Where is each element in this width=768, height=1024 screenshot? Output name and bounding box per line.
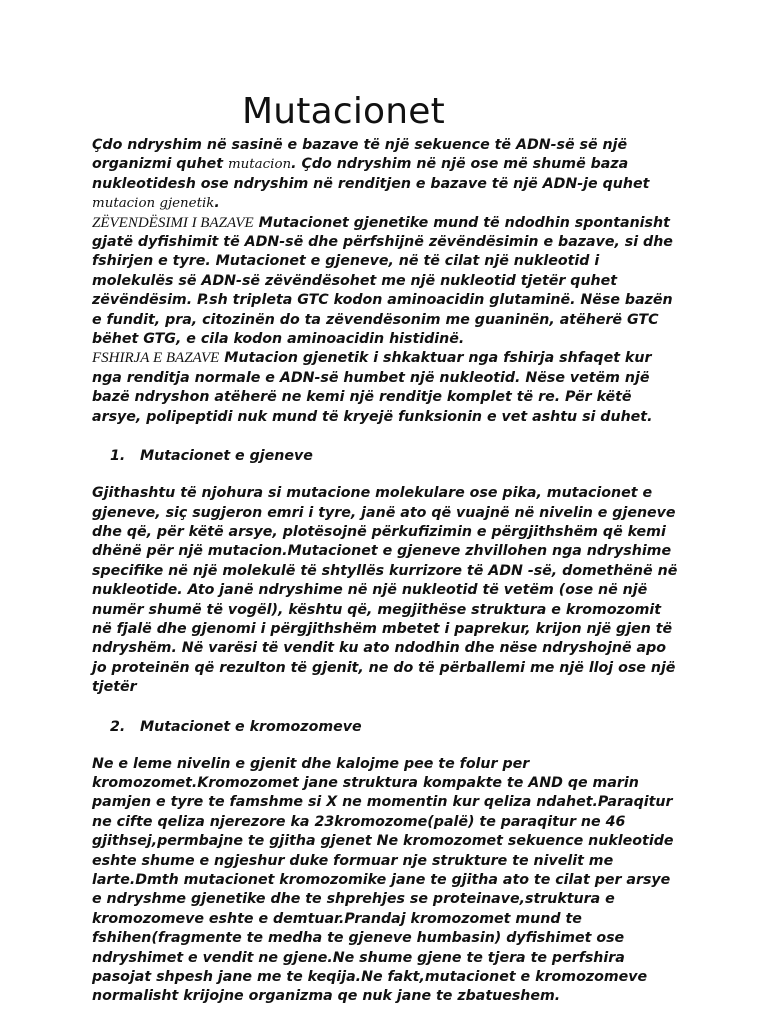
section-heading-text: Mutacionet e gjeneve [140, 448, 313, 465]
intro-text-2: . Çdo ndryshim në një ose më shumë baza nukleotidesh ose ndryshim në renditjen e bazave të një ADN-je quhet [92, 156, 650, 192]
gene-mutations-paragraph: Gjithashtu të njohura si mutacione molekulare ose pika, mutacionet e gjeneve, siç sugjeron emri i tyre, janë ato që vuajnë në nivelin e gjeneve dhe që, për këtë arsye, plotësojnë përkufizimin e përgjithshëm që kemi dhënë për një mutacion.Mutacionet e gjeneve zhvillohen nga ndryshime specifike në një molekulë të shtyllës kurrizore të ADN -së, domethënë në nukleotide. Ato janë ndryshime në një nukleotid të vetëm (ose në një numër shumë të vogël), kështu që, megjithëse struktura e kromozomit në fjalë dhe gjenomi i përgjithshëm mbetet i paprekur, krijon një gjen të ndryshëm. Në varësi të vendit ku ato ndodhin dhe nëse ndryshojnë apo jo proteinën që rezulton të gjenit, ne do të përballemi me një lloj ose një tjetër [92, 485, 678, 696]
section-heading-text: Mutacionet e kromozomeve [140, 718, 362, 735]
section-heading-gene-mutations [110, 447, 684, 466]
chromosome-mutations-paragraph: Ne e leme nivelin e gjenit dhe kalojme pee te folur per kromozomet.Kromozomet jane struktura kompakte te AND qe marin pamjen e tyre te famshme si X ne momentin kur qeliza ndahet.Paraqitur ne cifte qeliza njerezore ka 23kromozome(palë) te paraqitur ne 46 gjithsej,permbajne te gjitha gjenet Ne kromozomet sekuence nukleotide eshte shume e ngjeshur duke formuar nje strukture te nivelit me larte.Dmth mutacionet kromozomike jane te gjitha ato te cilat per arsye e ndryshme gjenetike dhe te shprehjes se proteinave,struktura e kromozomeve eshte e demtuar.Prandaj kromozomet mund te fshihen(fragmente te medha te gjeneve humbasin) dyfishimet ose ndryshimet e vendit ne gjene.Ne shume gjene te tjera te perfshira pasojat shpesh jane me te keqija.Ne fakt,mutacionet e kromozomeve normalisht krijojne organizma qe nuk jane te zbatueshem. [92, 755, 674, 1005]
term-mutacion-gjenetik: mutacion gjenetik [92, 196, 215, 212]
section-number: 1. [110, 448, 126, 465]
intro-text-1: Çdo ndryshim në sasinë e bazave të një sekuence të ADN-së së një organizmi quhet [92, 137, 628, 173]
document-title: Mutacionet [242, 91, 445, 132]
intro-text-3: . [214, 195, 220, 212]
label-zevendesimi: ZËVENDËSIMI I BAZAVE [92, 214, 254, 231]
substitution-text: Mutacionet gjenetike mund të ndodhin spontanisht gjatë dyfishimit të ADN-së dhe përfshijnë zëvëndësimin e bazave, si dhe fshirjen e tyre. Mutacionet e gjeneve, në të cilat një nukleotid i molekulës së ADN-së zëvëndësohet me një nukleotid tjetër quhet zëvëndësim. P.sh tripleta GTC kodon aminoacidin glutaminë. Nëse bazën e fundit, pra, citozinën do ta zëvendësonim me guaninën, atëherë GTC bëhet GTG, e cila kodon aminoacidin histidinë. [92, 214, 673, 348]
label-fshirja: FSHIRJA E BAZAVE [92, 350, 220, 367]
section-heading-chromosome-mutations [110, 718, 684, 737]
section-number: 2. [110, 718, 126, 735]
intro-paragraph [92, 136, 684, 427]
deletion-text: Mutacion gjenetik i shkaktuar nga fshirja shfaqet kur nga renditja normale e ADN-së humbet një nukleotid. Nëse vetëm një bazë ndryshon atëherë ne kemi një renditje komplet të re. Për këtë arsye, polipeptidi nuk mund të kryejë funksionin e vet ashtu si duhet. [92, 350, 653, 425]
term-mutacion: mutacion [227, 157, 292, 173]
